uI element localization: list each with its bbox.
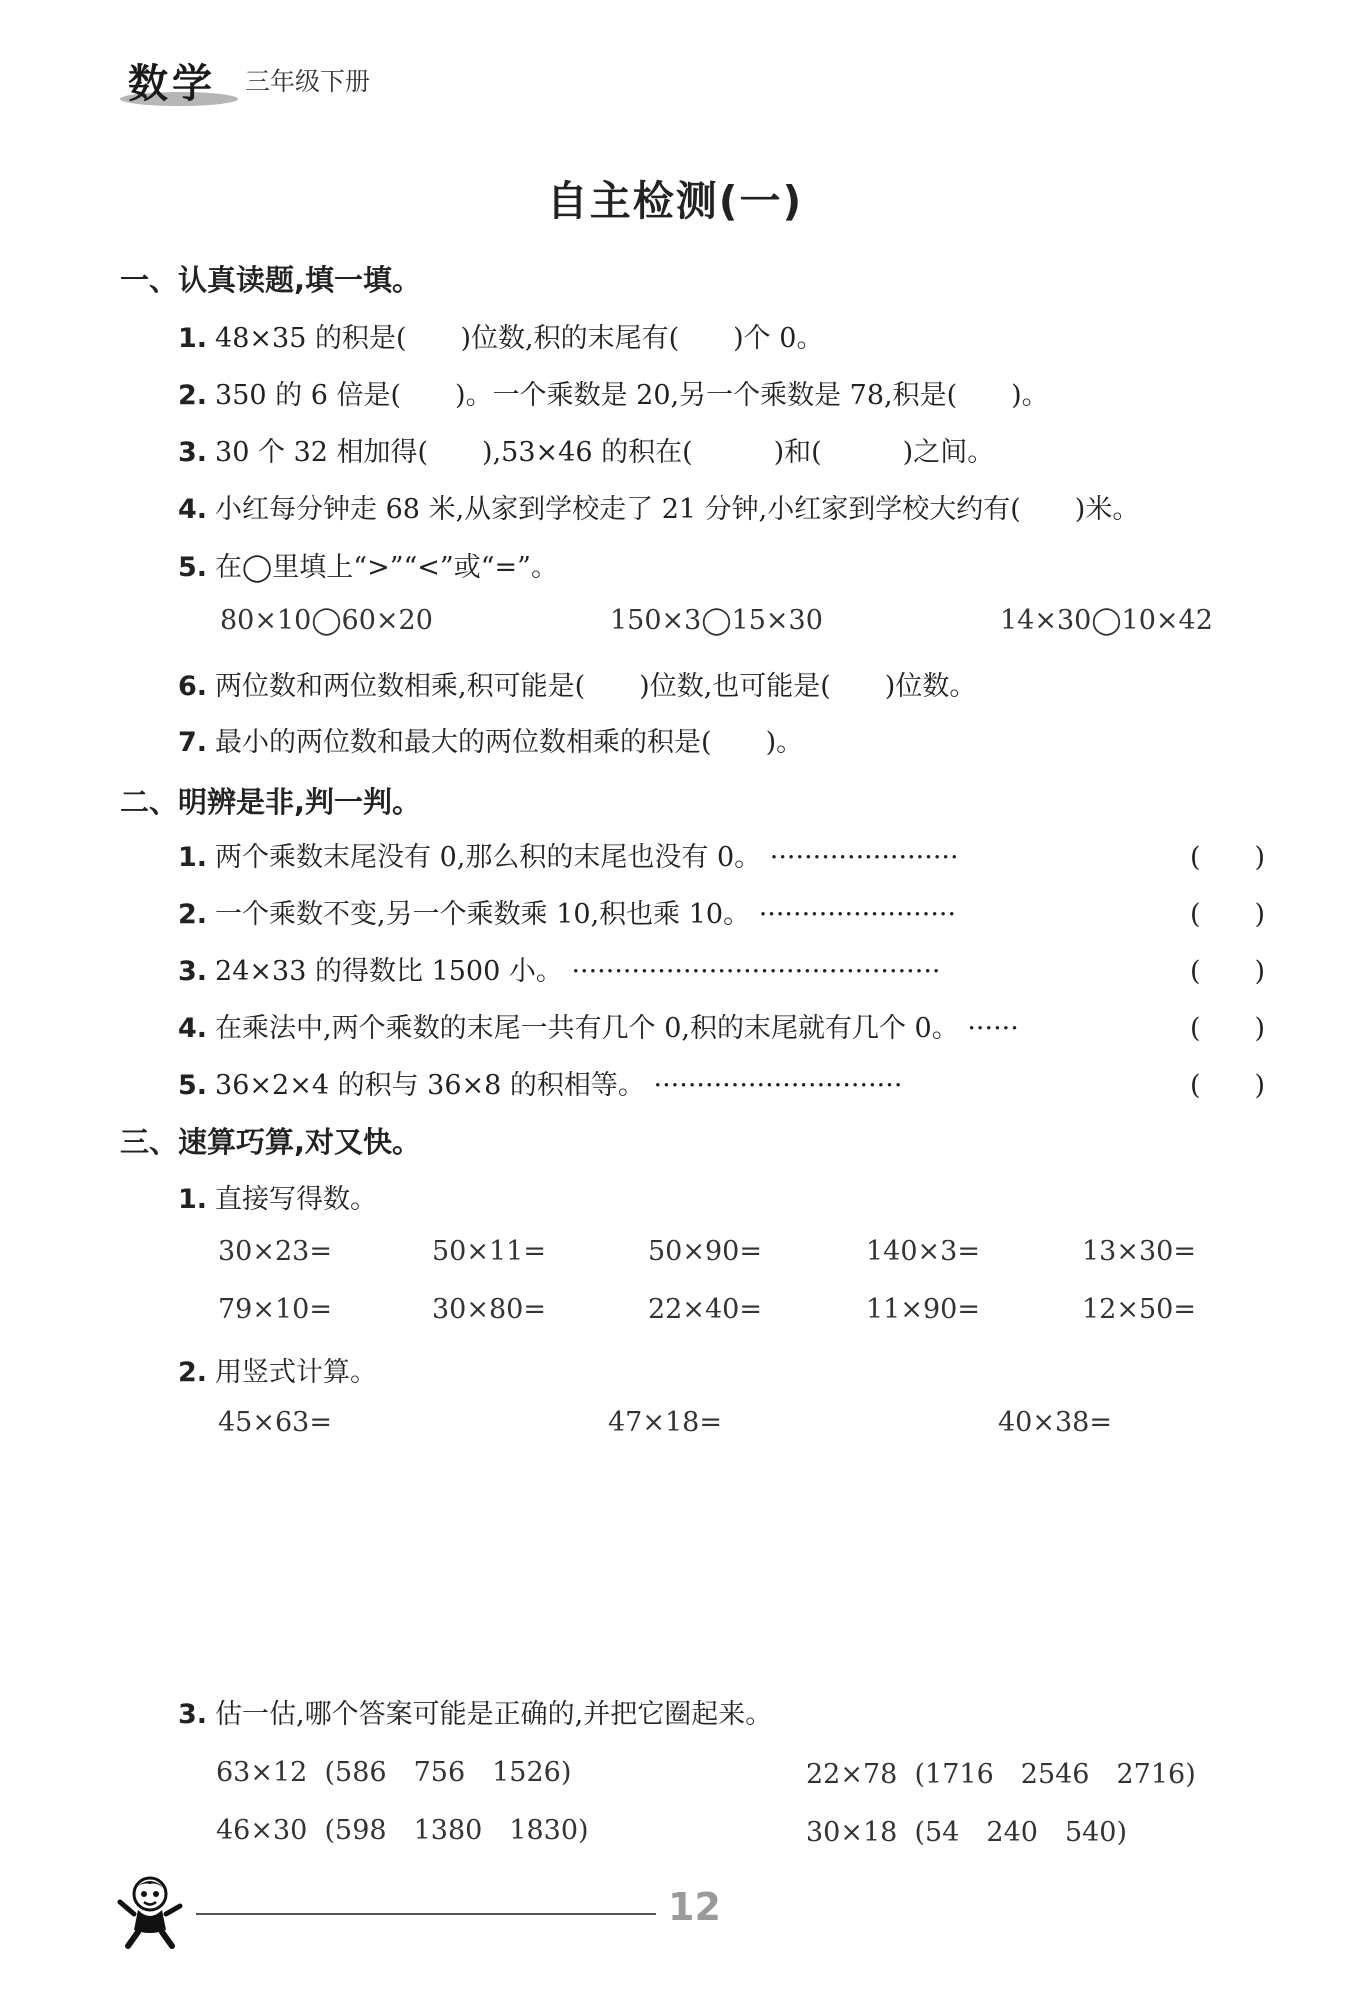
oral-calc-item: 12×50=: [1082, 1294, 1196, 1325]
estimate-item: [216, 1750, 571, 1789]
leader-dots: ·····························: [653, 1070, 903, 1101]
section-2-heading: 二、明辨是非,判一判。: [120, 785, 422, 819]
question-text: 350 的 6 倍是( )。一个乘数是 20,另一个乘数是 78,积是( )。: [215, 380, 1049, 411]
question-text: 30 个 32 相加得( ),53×46 的积在( )和( )之间。: [215, 437, 995, 468]
oral-calc-item: 50×11=: [432, 1236, 546, 1267]
question-text: 两个乘数末尾没有 0,那么积的末尾也没有 0。: [215, 842, 762, 873]
question-text: 在◯里填上“>”“<”或“=”。: [215, 552, 558, 583]
question-number: 1.: [178, 842, 208, 873]
leader-dots: ······: [967, 1013, 1019, 1044]
s2-question-5: [178, 1063, 902, 1102]
estimate-options[interactable]: (54 240 540): [914, 1817, 1128, 1848]
estimate-expression: 30×18: [806, 1817, 898, 1848]
oral-calc-item: 79×10=: [218, 1294, 332, 1325]
question-number: 4.: [178, 1013, 208, 1044]
oral-calc-item: 140×3=: [866, 1236, 980, 1267]
footer-rule: [196, 1913, 656, 1915]
question-number: 2.: [178, 380, 208, 411]
s1-question-3: [178, 430, 994, 469]
compare-item-1: 80×10◯60×20: [220, 605, 433, 636]
section-3-heading: 三、速算巧算,对又快。: [120, 1125, 422, 1159]
estimate-item: [216, 1808, 589, 1847]
oral-calc-item: 50×90=: [648, 1236, 762, 1267]
question-number: 3.: [178, 437, 208, 468]
question-text: 一个乘数不变,另一个乘数乘 10,积也乘 10。: [215, 899, 751, 930]
judgement-paren[interactable]: ( ): [1190, 1013, 1266, 1044]
question-text: 小红每分钟走 68 米,从家到学校走了 21 分钟,小红家到学校大约有( )米。: [215, 494, 1140, 525]
estimate-options[interactable]: (1716 2546 2716): [914, 1759, 1196, 1790]
s1-question-5: [178, 545, 558, 584]
estimate-expression: 63×12: [216, 1757, 308, 1788]
question-text: 两位数和两位数相乘,积可能是( )位数,也可能是( )位数。: [215, 671, 977, 702]
estimate-options[interactable]: (598 1380 1830): [324, 1815, 589, 1846]
subject-label: 数学: [128, 61, 216, 107]
vertical-calc-item: 40×38=: [998, 1407, 1112, 1438]
book-label: 三年级下册: [245, 67, 371, 96]
leader-dots: ······················: [769, 842, 959, 873]
oral-calc-item: 13×30=: [1082, 1236, 1196, 1267]
s1-question-4: [178, 487, 1139, 526]
judgement-paren[interactable]: ( ): [1190, 842, 1266, 873]
compare-item-3: 14×30◯10×42: [1000, 605, 1213, 636]
question-text: 直接写得数。: [215, 1184, 378, 1215]
s1-question-1: [178, 316, 823, 355]
question-text: 24×33 的得数比 1500 小。: [215, 956, 563, 987]
s2-question-4: [178, 1006, 1019, 1045]
question-text: 在乘法中,两个乘数的末尾一共有几个 0,积的末尾就有几个 0。: [215, 1013, 959, 1044]
question-number: 6.: [178, 671, 208, 702]
question-number: 2.: [178, 1357, 208, 1388]
question-number: 5.: [178, 552, 208, 583]
s2-question-1: [178, 835, 959, 874]
page-number: 12: [668, 1885, 721, 1929]
question-number: 1.: [178, 323, 208, 354]
question-number: 3.: [178, 956, 208, 987]
oral-calc-item: 30×23=: [218, 1236, 332, 1267]
vertical-calc-item: 47×18=: [608, 1407, 722, 1438]
oral-calc-item: 11×90=: [866, 1294, 980, 1325]
mascot-icon: [110, 1872, 190, 1952]
question-text: 36×2×4 的积与 36×8 的积相等。: [215, 1070, 645, 1101]
leader-dots: ···········································: [571, 956, 941, 987]
question-number: 3.: [178, 1699, 208, 1730]
question-number: 7.: [178, 727, 208, 758]
estimate-expression: 22×78: [806, 1759, 898, 1790]
question-text: 48×35 的积是( )位数,积的末尾有( )个 0。: [215, 323, 824, 354]
question-number: 1.: [178, 1184, 208, 1215]
estimate-options[interactable]: (586 756 1526): [324, 1757, 572, 1788]
question-text: 用竖式计算。: [215, 1357, 378, 1388]
page-title: 自主检测(一): [546, 177, 804, 225]
oral-calc-item: 30×80=: [432, 1294, 546, 1325]
leader-dots: ·······················: [758, 899, 957, 930]
question-number: 5.: [178, 1070, 208, 1101]
vertical-calc-item: 45×63=: [218, 1407, 332, 1438]
s3-question-2: [178, 1350, 377, 1389]
estimate-item: [806, 1752, 1196, 1791]
s2-question-3: [178, 949, 941, 988]
question-text: 估一估,哪个答案可能是正确的,并把它圈起来。: [215, 1699, 773, 1730]
estimate-item: [806, 1810, 1127, 1849]
s1-question-7: [178, 720, 803, 759]
s1-question-2: [178, 373, 1049, 412]
estimate-expression: 46×30: [216, 1815, 308, 1846]
s3-question-3: [178, 1692, 772, 1731]
question-number: 2.: [178, 899, 208, 930]
judgement-paren[interactable]: ( ): [1190, 956, 1266, 987]
s2-question-2: [178, 892, 956, 931]
s1-question-6: [178, 664, 976, 703]
oral-calc-item: 22×40=: [648, 1294, 762, 1325]
compare-item-2: 150×3◯15×30: [610, 605, 823, 636]
question-text: 最小的两位数和最大的两位数相乘的积是( )。: [215, 727, 804, 758]
judgement-paren[interactable]: ( ): [1190, 1070, 1266, 1101]
judgement-paren[interactable]: ( ): [1190, 899, 1266, 930]
s3-question-1: [178, 1177, 377, 1216]
section-1-heading: 一、认真读题,填一填。: [120, 263, 422, 297]
question-number: 4.: [178, 494, 208, 525]
